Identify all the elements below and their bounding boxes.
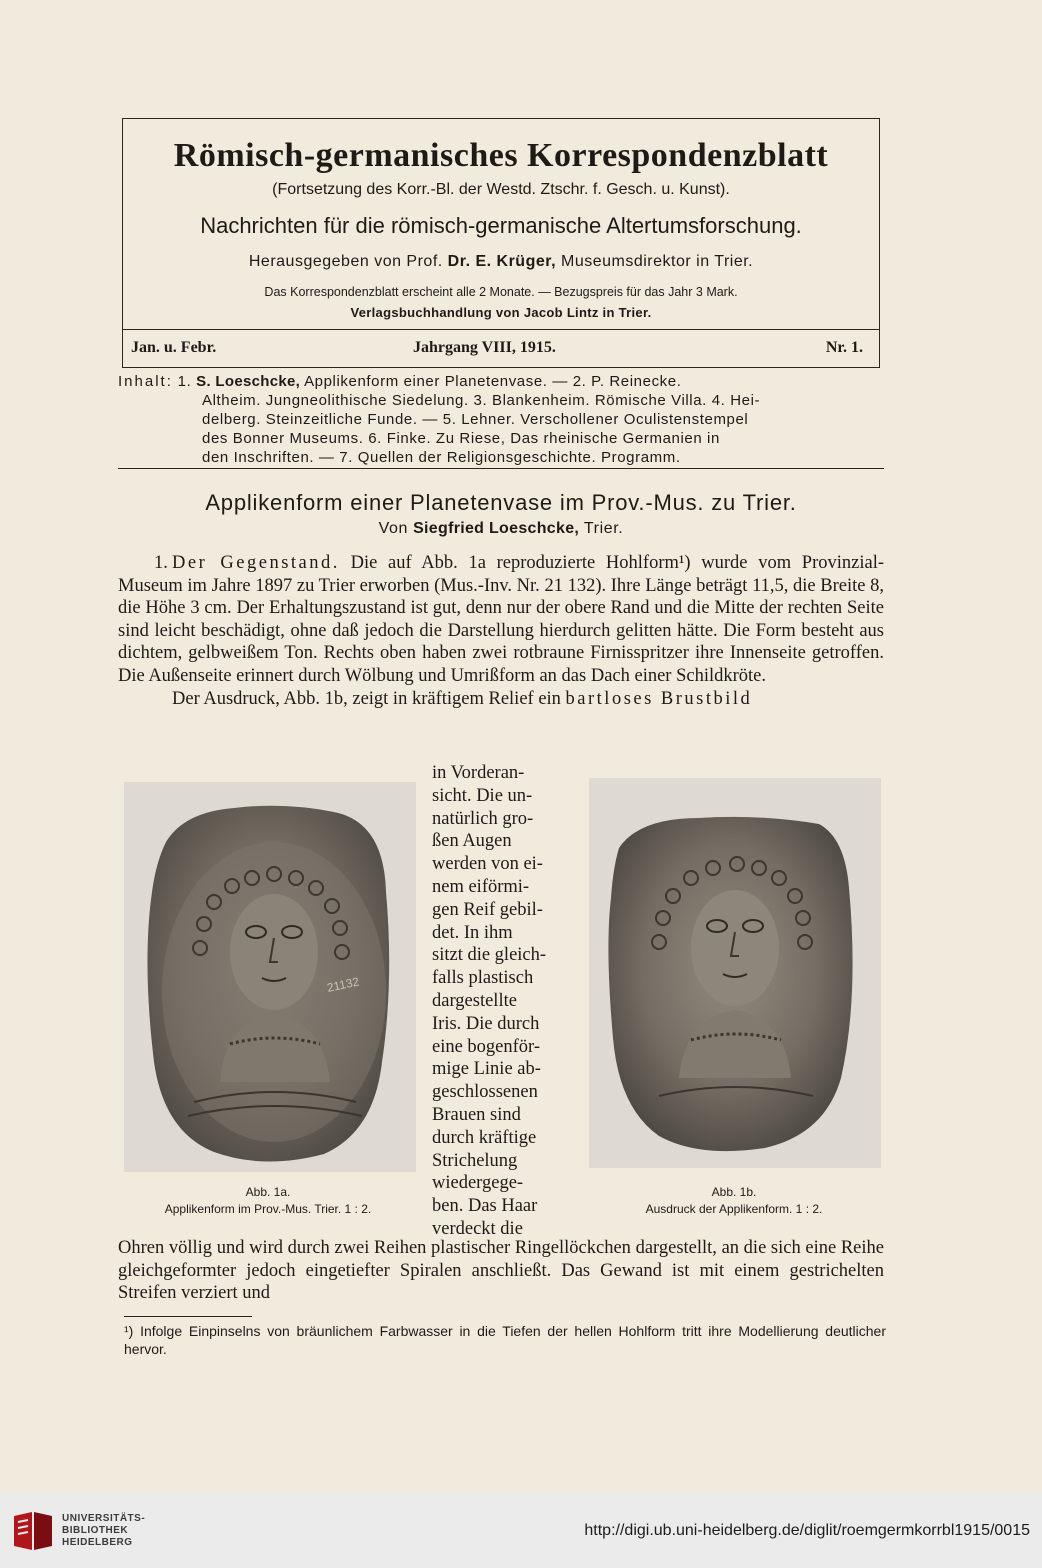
masthead-divider	[123, 329, 879, 330]
inset-text-line: dargestellte	[432, 990, 517, 1011]
library-footer	[0, 1492, 1042, 1568]
journal-frequency: Das Korrespondenzblatt erscheint alle 2 Monate. — Bezugspreis für das Jahr 3 Mark.	[264, 285, 738, 299]
figure-1b-text: Ausdruck der Applikenform. 1 : 2.	[645, 1202, 823, 1216]
inset-text-line: verdeckt die	[432, 1218, 523, 1239]
contents-divider	[118, 468, 884, 469]
issue-number: Nr. 1.	[825, 339, 863, 356]
inventory-number-mark: 21132	[325, 974, 361, 995]
issue-year: Jahrgang VIII, 1915.	[413, 339, 556, 356]
figure-1b-photo	[589, 778, 881, 1168]
issue-line	[123, 339, 879, 361]
masthead	[122, 118, 880, 368]
library-name: UNIVERSITÄTS- BIBLIOTHEK HEIDELBERG	[62, 1513, 146, 1548]
journal-editor: Herausgegeben von Prof. Dr. E. Krüger, Museumsdirektor in Trier.	[248, 253, 754, 270]
library-logo-icon	[10, 1508, 56, 1554]
figure-1a-photo	[124, 782, 416, 1172]
paragraph-2-continued: Ohren völlig und wird durch zwei Reihen plastischer Ringellöckchen dargestellt, an die sich eine Reihe gleichgeformter jedoch eingetiefter Spiralen anschließt. Das Gewand ist mit einem gestrichelten Streifen verziert und	[118, 1238, 884, 1304]
table-of-contents: Inhalt: 1. S. Loeschcke, Applikenform einer Planetenvase. — 2. P. Reinecke. Altheim. Jungneolithische Siedelung. 3. Blankenheim. Römische Villa. 4. Hei- delberg. Steinzeitliche Funde. — 5. Lehner. Verschollener Oculistenstempel des Bonner Museums. 6. Finke. Zu Riese, Das rheinische Germanien in den Inschriften. — 7. Quellen der Religionsgeschichte. Programm.	[118, 373, 761, 466]
inset-text-line: eine bogenför-	[432, 1036, 541, 1057]
inset-text-column	[432, 762, 572, 1241]
paragraph-2: Der Ausdruck, Abb. 1b, zeigt in kräftigem Relief ein bartloses Brustbild	[172, 688, 753, 709]
figure-1a-label: Abb. 1a.	[245, 1185, 291, 1199]
footnote-divider	[124, 1316, 252, 1317]
inset-text-line: sitzt die gleich-	[432, 945, 547, 966]
journal-continuation-note: (Fortsetzung des Korr.-Bl. der Westd. Ztschr. f. Gesch. u. Kunst).	[272, 181, 730, 198]
applique-cast-image	[589, 778, 881, 1168]
inset-text-line: mige Linie ab-	[432, 1059, 541, 1080]
section-heading: Der Gegenstand.	[172, 553, 340, 573]
inset-text-line: werden von ei-	[432, 854, 543, 875]
inset-text-line: gen Reif gebil-	[432, 899, 543, 920]
figure-1a-caption	[118, 1184, 418, 1218]
footnote: ¹) Infolge Einpinselns von bräunlichem Farbwasser in die Tiefen der hellen Hohlform tritt ihre Modellierung deutlicher hervor.	[124, 1323, 886, 1357]
article-body	[118, 552, 884, 710]
inset-text-line: ben. Das Haar	[432, 1196, 538, 1217]
figure-1b-label: Abb. 1b.	[711, 1185, 757, 1199]
inset-text-line: falls plastisch	[432, 968, 534, 989]
figure-1b-caption	[584, 1184, 884, 1218]
inset-text-line: Brauen sind	[432, 1104, 521, 1125]
inset-text-line: geschlossenen	[432, 1082, 538, 1103]
journal-subtitle: Nachrichten für die römisch-germanische Altertumsforschung.	[200, 213, 802, 238]
journal-publisher: Verlagsbuchhandlung von Jacob Lintz in Trier.	[350, 305, 652, 320]
journal-title: Römisch-germanisches Korrespondenzblatt	[173, 137, 829, 174]
inset-text-line: nem eiförmi-	[432, 876, 530, 897]
inset-text-line: wiedergege-	[432, 1173, 524, 1194]
inset-text-line: ßen Augen	[432, 831, 512, 852]
inset-text-line: in Vorderan-	[432, 763, 525, 783]
inset-text-line: det. In ihm	[432, 922, 513, 943]
section-number: 1.	[154, 553, 168, 573]
article-title: Applikenform einer Planetenvase im Prov.-Mus. zu Trier.	[205, 490, 797, 515]
applique-mould-image	[124, 782, 416, 1172]
inset-text-line: Strichelung	[432, 1150, 518, 1171]
inset-text-line: sicht. Die un-	[432, 785, 533, 806]
inset-text-line: natürlich gro-	[432, 808, 534, 829]
inset-text-line: durch kräftige	[432, 1127, 537, 1148]
issue-months: Jan. u. Febr.	[131, 339, 217, 356]
article-author: Von Siegfried Loeschcke, Trier.	[378, 520, 624, 537]
paragraph-1: 1. Der Gegenstand. Die auf Abb. 1a reproduzierte Hohlform¹) wurde vom Provinzial-Museum im Jahre 1897 zu Trier erworben (Mus.-Inv. Nr. 21 132). Ihre Länge beträgt 11,5, die Breite 8, die Höhe 3 cm. Der Erhaltungszustand ist gut, denn nur der obere Rand und die Mitte der rechten Seite sind leicht beschädigt, ohne daß jedoch die Darstellung hierdurch gelitten hätte. Die Form besteht aus dichtem, gelbweißem Ton. Rechts oben haben zwei rotbraune Firnisspritzer ihre Innenseite getroffen. Die Außenseite erinnert durch Wölbung und Umrißform an das Dach einer Schildkröte.	[118, 552, 884, 688]
permalink-url[interactable]: http://digi.ub.uni-heidelberg.de/diglit/roemgermkorrbl1915/0015	[584, 1522, 1030, 1539]
inset-text-line: Iris. Die durch	[432, 1013, 540, 1034]
figure-1a-text: Applikenform im Prov.-Mus. Trier. 1 : 2.	[164, 1202, 372, 1216]
